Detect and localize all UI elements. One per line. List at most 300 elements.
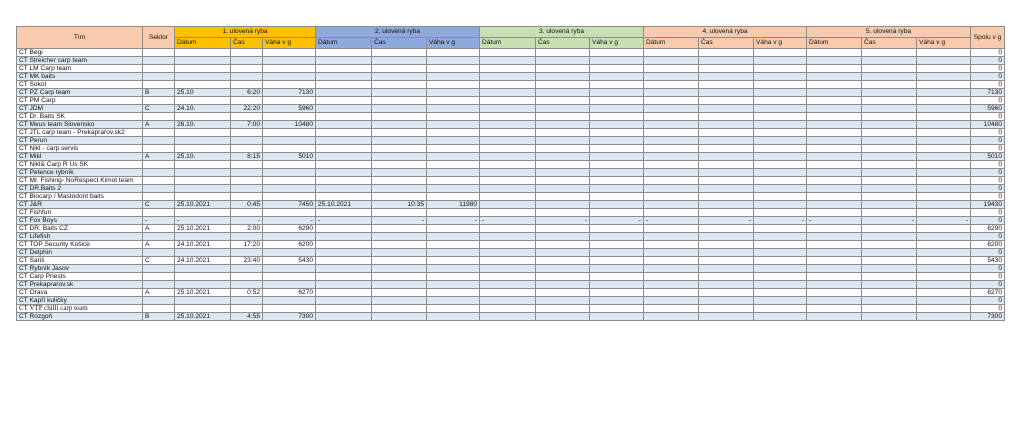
cell-time[interactable] (536, 129, 590, 137)
cell-time[interactable] (699, 281, 754, 289)
cell-weight[interactable] (754, 57, 807, 65)
subheader-date[interactable]: Dátum (175, 38, 231, 49)
cell-date[interactable] (316, 289, 372, 297)
cell-sector[interactable] (143, 73, 175, 81)
cell-weight[interactable] (917, 89, 971, 97)
cell-weight[interactable] (590, 305, 644, 313)
cell-date[interactable] (807, 209, 862, 217)
cell-date[interactable] (480, 121, 536, 129)
cell-date[interactable] (644, 121, 699, 129)
cell-weight[interactable] (590, 153, 644, 161)
cell-total[interactable]: 5430 (971, 257, 1005, 265)
cell-sector[interactable]: B (143, 89, 175, 97)
cell-weight[interactable] (590, 113, 644, 121)
cell-weight[interactable] (590, 89, 644, 97)
cell-date[interactable] (480, 305, 536, 313)
cell-date[interactable] (316, 233, 372, 241)
cell-date[interactable]: 25.10.2021 (175, 225, 231, 233)
cell-weight[interactable] (590, 145, 644, 153)
cell-date[interactable]: 24.10.2021 (175, 257, 231, 265)
cell-time[interactable] (536, 89, 590, 97)
cell-weight[interactable] (263, 249, 316, 257)
cell-date[interactable] (316, 161, 372, 169)
cell-time[interactable] (372, 265, 427, 273)
cell-time[interactable] (536, 273, 590, 281)
cell-date[interactable] (175, 129, 231, 137)
cell-weight[interactable] (754, 273, 807, 281)
cell-date[interactable] (807, 113, 862, 121)
cell-date[interactable]: 25.10. (175, 153, 231, 161)
cell-total[interactable]: 6270 (971, 289, 1005, 297)
cell-weight[interactable] (917, 305, 971, 313)
cell-date[interactable] (480, 313, 536, 321)
cell-date[interactable] (644, 193, 699, 201)
cell-team[interactable]: CT Meus team Slovensko (17, 121, 143, 129)
cell-weight[interactable] (754, 193, 807, 201)
cell-time[interactable] (699, 233, 754, 241)
cell-time[interactable] (699, 105, 754, 113)
cell-total[interactable]: 5960 (971, 105, 1005, 113)
cell-date[interactable] (480, 81, 536, 89)
cell-weight[interactable] (427, 233, 480, 241)
cell-weight[interactable] (427, 161, 480, 169)
cell-weight[interactable] (917, 177, 971, 185)
cell-time[interactable] (372, 153, 427, 161)
cell-date[interactable]: - (644, 217, 699, 225)
header-team[interactable]: Tím (17, 27, 143, 49)
cell-date[interactable] (644, 49, 699, 57)
cell-weight[interactable] (427, 105, 480, 113)
cell-date[interactable] (644, 265, 699, 273)
cell-date[interactable] (175, 249, 231, 257)
cell-weight[interactable] (754, 121, 807, 129)
cell-time[interactable] (536, 257, 590, 265)
cell-date[interactable] (316, 73, 372, 81)
cell-date[interactable] (807, 49, 862, 57)
cell-weight[interactable] (590, 161, 644, 169)
cell-time[interactable] (862, 129, 917, 137)
cell-time[interactable] (699, 241, 754, 249)
cell-date[interactable] (316, 57, 372, 65)
cell-time[interactable] (372, 113, 427, 121)
cell-weight[interactable] (917, 313, 971, 321)
cell-date[interactable] (807, 241, 862, 249)
cell-date[interactable] (316, 145, 372, 153)
subheader-weight[interactable]: Váha v g (263, 38, 316, 49)
cell-total[interactable]: 0 (971, 145, 1005, 153)
cell-weight[interactable] (427, 169, 480, 177)
cell-weight[interactable] (917, 289, 971, 297)
cell-time[interactable] (862, 57, 917, 65)
cell-date[interactable] (807, 73, 862, 81)
cell-time[interactable] (699, 249, 754, 257)
cell-date[interactable] (175, 145, 231, 153)
cell-total[interactable]: 0 (971, 217, 1005, 225)
cell-time[interactable] (536, 209, 590, 217)
cell-total[interactable]: 0 (971, 209, 1005, 217)
cell-date[interactable] (807, 177, 862, 185)
cell-sector[interactable] (143, 49, 175, 57)
cell-date[interactable] (644, 209, 699, 217)
cell-time[interactable] (699, 97, 754, 105)
cell-team[interactable]: CT JTL carp team - Prekaprarov.sk2 (17, 129, 143, 137)
cell-team[interactable]: CT Nikl& Carp R Us SK (17, 161, 143, 169)
cell-time[interactable] (862, 265, 917, 273)
cell-weight[interactable] (427, 249, 480, 257)
cell-team[interactable]: CT Perun (17, 137, 143, 145)
cell-time[interactable] (231, 305, 263, 313)
cell-time[interactable] (536, 49, 590, 57)
cell-date[interactable] (175, 65, 231, 73)
cell-weight[interactable] (917, 185, 971, 193)
cell-date[interactable] (480, 145, 536, 153)
cell-weight[interactable] (754, 257, 807, 265)
cell-time[interactable] (699, 209, 754, 217)
cell-weight[interactable] (263, 193, 316, 201)
cell-time[interactable] (536, 73, 590, 81)
cell-sector[interactable] (143, 137, 175, 145)
cell-weight[interactable] (754, 49, 807, 57)
cell-date[interactable] (807, 233, 862, 241)
cell-date[interactable] (807, 265, 862, 273)
cell-date[interactable] (644, 305, 699, 313)
cell-weight[interactable] (590, 241, 644, 249)
subheader-date[interactable]: Dátum (807, 38, 862, 49)
cell-team[interactable]: CT MK baits (17, 73, 143, 81)
cell-weight[interactable] (754, 73, 807, 81)
cell-sector[interactable]: C (143, 105, 175, 113)
cell-total[interactable]: 0 (971, 249, 1005, 257)
cell-date[interactable] (644, 97, 699, 105)
cell-weight[interactable] (754, 113, 807, 121)
cell-weight[interactable] (754, 81, 807, 89)
cell-date[interactable] (175, 97, 231, 105)
cell-date[interactable] (644, 169, 699, 177)
cell-weight[interactable] (754, 129, 807, 137)
cell-date[interactable] (480, 281, 536, 289)
cell-time[interactable] (699, 225, 754, 233)
cell-date[interactable] (316, 89, 372, 97)
cell-time[interactable] (862, 233, 917, 241)
cell-weight[interactable] (427, 225, 480, 233)
cell-weight[interactable] (754, 233, 807, 241)
cell-weight[interactable] (754, 241, 807, 249)
cell-total[interactable]: 0 (971, 273, 1005, 281)
cell-time[interactable] (536, 225, 590, 233)
cell-weight[interactable] (754, 185, 807, 193)
subheader-date[interactable]: Dátum (316, 38, 372, 49)
cell-date[interactable] (175, 233, 231, 241)
cell-weight[interactable] (754, 169, 807, 177)
cell-team[interactable]: CT TOP Security Košice (17, 241, 143, 249)
cell-date[interactable] (175, 49, 231, 57)
cell-time[interactable] (862, 89, 917, 97)
cell-team[interactable]: CT LM Carp team (17, 65, 143, 73)
cell-sector[interactable]: A (143, 121, 175, 129)
cell-time[interactable] (536, 65, 590, 73)
cell-date[interactable] (644, 145, 699, 153)
cell-time[interactable] (372, 57, 427, 65)
cell-weight[interactable] (754, 153, 807, 161)
cell-time[interactable] (231, 81, 263, 89)
cell-weight[interactable] (754, 305, 807, 313)
cell-time[interactable] (862, 305, 917, 313)
cell-date[interactable] (807, 289, 862, 297)
cell-time[interactable] (372, 81, 427, 89)
cell-team[interactable]: CT Fox Boys (17, 217, 143, 225)
cell-weight[interactable] (754, 145, 807, 153)
cell-weight[interactable] (590, 129, 644, 137)
cell-weight[interactable] (427, 241, 480, 249)
cell-sector[interactable]: C (143, 257, 175, 265)
cell-date[interactable] (316, 273, 372, 281)
subheader-time[interactable]: Čas (231, 38, 263, 49)
cell-total[interactable]: 0 (971, 129, 1005, 137)
cell-weight[interactable] (427, 81, 480, 89)
cell-weight[interactable] (263, 145, 316, 153)
cell-date[interactable] (807, 273, 862, 281)
cell-time[interactable] (862, 185, 917, 193)
cell-time[interactable] (372, 145, 427, 153)
cell-date[interactable] (316, 129, 372, 137)
cell-time[interactable] (536, 201, 590, 209)
cell-date[interactable] (175, 81, 231, 89)
cell-team[interactable]: CT Lifefish (17, 233, 143, 241)
header-fish-4[interactable]: 4. ulovená ryba (644, 27, 807, 38)
cell-time[interactable] (862, 225, 917, 233)
cell-weight[interactable] (754, 105, 807, 113)
cell-time[interactable] (699, 289, 754, 297)
cell-date[interactable] (644, 113, 699, 121)
cell-time[interactable] (862, 297, 917, 305)
cell-date[interactable] (480, 73, 536, 81)
cell-weight[interactable] (263, 65, 316, 73)
cell-weight[interactable] (263, 281, 316, 289)
cell-date[interactable]: - (175, 217, 231, 225)
cell-date[interactable] (480, 113, 536, 121)
cell-time[interactable] (372, 177, 427, 185)
cell-team[interactable]: CT J&R (17, 201, 143, 209)
cell-weight[interactable] (917, 57, 971, 65)
cell-date[interactable] (316, 225, 372, 233)
cell-weight[interactable]: 7450 (263, 201, 316, 209)
cell-weight[interactable] (754, 201, 807, 209)
cell-weight[interactable] (590, 81, 644, 89)
cell-time[interactable]: 2:00 (231, 225, 263, 233)
cell-weight[interactable] (917, 137, 971, 145)
cell-weight[interactable] (917, 121, 971, 129)
subheader-time[interactable]: Čas (699, 38, 754, 49)
cell-date[interactable] (316, 97, 372, 105)
cell-date[interactable] (316, 81, 372, 89)
cell-date[interactable] (316, 169, 372, 177)
cell-weight[interactable] (754, 97, 807, 105)
cell-weight[interactable] (590, 121, 644, 129)
cell-time[interactable] (536, 297, 590, 305)
cell-date[interactable] (175, 73, 231, 81)
cell-sector[interactable]: B (143, 313, 175, 321)
cell-date[interactable] (807, 305, 862, 313)
cell-team[interactable]: CT Prekaprarov.sk (17, 281, 143, 289)
cell-date[interactable] (175, 57, 231, 65)
cell-time[interactable]: - (231, 217, 263, 225)
cell-team[interactable]: CT Rybník Jasov (17, 265, 143, 273)
subheader-weight[interactable]: Váha v g (427, 38, 480, 49)
cell-total[interactable]: 0 (971, 233, 1005, 241)
cell-team[interactable]: CT Delphin (17, 249, 143, 257)
cell-weight[interactable] (590, 257, 644, 265)
cell-time[interactable] (231, 193, 263, 201)
header-fish-2[interactable]: 2. ulovená ryba (316, 27, 480, 38)
cell-time[interactable] (699, 81, 754, 89)
cell-time[interactable] (231, 273, 263, 281)
cell-weight[interactable]: 5010 (263, 153, 316, 161)
cell-date[interactable]: 26.10. (175, 121, 231, 129)
cell-weight[interactable] (263, 305, 316, 313)
cell-weight[interactable] (917, 281, 971, 289)
cell-date[interactable] (644, 249, 699, 257)
cell-weight[interactable] (917, 297, 971, 305)
cell-weight[interactable]: 7130 (263, 89, 316, 97)
cell-time[interactable] (862, 49, 917, 57)
cell-date[interactable] (644, 177, 699, 185)
cell-date[interactable] (807, 65, 862, 73)
cell-weight[interactable] (754, 297, 807, 305)
cell-sector[interactable] (143, 209, 175, 217)
subheader-date[interactable]: Dátum (480, 38, 536, 49)
cell-total[interactable]: 0 (971, 81, 1005, 89)
cell-date[interactable] (807, 129, 862, 137)
cell-time[interactable] (372, 89, 427, 97)
cell-weight[interactable]: - (427, 217, 480, 225)
cell-date[interactable] (644, 73, 699, 81)
cell-time[interactable] (372, 169, 427, 177)
cell-date[interactable] (807, 201, 862, 209)
cell-time[interactable]: - (862, 217, 917, 225)
cell-date[interactable] (807, 81, 862, 89)
cell-time[interactable] (372, 129, 427, 137)
cell-time[interactable] (231, 73, 263, 81)
cell-time[interactable] (699, 265, 754, 273)
cell-time[interactable] (536, 105, 590, 113)
cell-team[interactable]: CT Rozgoň (17, 313, 143, 321)
cell-date[interactable] (807, 97, 862, 105)
cell-sector[interactable] (143, 233, 175, 241)
cell-date[interactable] (316, 257, 372, 265)
cell-weight[interactable]: - (590, 217, 644, 225)
cell-time[interactable] (862, 81, 917, 89)
cell-weight[interactable] (590, 65, 644, 73)
cell-time[interactable] (862, 209, 917, 217)
cell-weight[interactable] (590, 225, 644, 233)
cell-date[interactable] (480, 169, 536, 177)
subheader-time[interactable]: Čas (372, 38, 427, 49)
cell-date[interactable] (807, 193, 862, 201)
cell-date[interactable] (644, 185, 699, 193)
cell-time[interactable] (536, 145, 590, 153)
cell-weight[interactable] (427, 113, 480, 121)
cell-date[interactable] (480, 105, 536, 113)
cell-weight[interactable] (917, 201, 971, 209)
cell-time[interactable] (372, 289, 427, 297)
subheader-weight[interactable]: Váha v g (754, 38, 807, 49)
cell-time[interactable] (699, 113, 754, 121)
cell-total[interactable]: 0 (971, 97, 1005, 105)
cell-time[interactable] (372, 225, 427, 233)
cell-date[interactable] (644, 233, 699, 241)
cell-team[interactable]: CT PM Carp (17, 97, 143, 105)
cell-weight[interactable]: 6200 (263, 241, 316, 249)
cell-date[interactable]: - (316, 217, 372, 225)
cell-time[interactable] (699, 129, 754, 137)
cell-date[interactable] (316, 113, 372, 121)
cell-date[interactable] (807, 297, 862, 305)
cell-weight[interactable] (590, 97, 644, 105)
cell-time[interactable] (231, 65, 263, 73)
cell-time[interactable] (536, 121, 590, 129)
cell-total[interactable]: 0 (971, 65, 1005, 73)
cell-date[interactable] (807, 281, 862, 289)
cell-weight[interactable] (754, 289, 807, 297)
cell-total[interactable]: 6290 (971, 225, 1005, 233)
cell-date[interactable] (175, 273, 231, 281)
cell-date[interactable] (480, 97, 536, 105)
cell-time[interactable] (699, 161, 754, 169)
cell-date[interactable] (644, 297, 699, 305)
cell-sector[interactable] (143, 161, 175, 169)
cell-weight[interactable] (427, 145, 480, 153)
cell-weight[interactable] (754, 137, 807, 145)
cell-weight[interactable] (917, 161, 971, 169)
cell-weight[interactable] (263, 169, 316, 177)
cell-time[interactable] (862, 73, 917, 81)
cell-weight[interactable] (427, 121, 480, 129)
subheader-weight[interactable]: Váha v g (917, 38, 971, 49)
cell-total[interactable]: 0 (971, 305, 1005, 313)
cell-time[interactable] (536, 169, 590, 177)
cell-time[interactable] (231, 49, 263, 57)
cell-weight[interactable] (427, 313, 480, 321)
cell-time[interactable] (372, 305, 427, 313)
cell-weight[interactable]: 7300 (263, 313, 316, 321)
cell-weight[interactable] (917, 65, 971, 73)
cell-time[interactable] (536, 281, 590, 289)
cell-time[interactable] (372, 97, 427, 105)
cell-time[interactable] (536, 161, 590, 169)
cell-time[interactable] (862, 201, 917, 209)
cell-date[interactable] (316, 105, 372, 113)
cell-sector[interactable]: C (143, 201, 175, 209)
cell-weight[interactable] (590, 297, 644, 305)
cell-date[interactable] (480, 257, 536, 265)
cell-time[interactable] (536, 113, 590, 121)
cell-total[interactable]: 10480 (971, 121, 1005, 129)
cell-weight[interactable] (917, 97, 971, 105)
header-fish-5[interactable]: 5. ulovená ryba (807, 27, 971, 38)
cell-weight[interactable] (590, 273, 644, 281)
cell-date[interactable] (316, 153, 372, 161)
cell-weight[interactable] (590, 185, 644, 193)
cell-time[interactable] (862, 273, 917, 281)
cell-weight[interactable] (263, 297, 316, 305)
cell-weight[interactable] (427, 305, 480, 313)
cell-weight[interactable] (754, 265, 807, 273)
cell-weight[interactable] (427, 137, 480, 145)
cell-weight[interactable] (263, 137, 316, 145)
cell-time[interactable] (372, 233, 427, 241)
cell-date[interactable] (807, 257, 862, 265)
cell-time[interactable] (536, 193, 590, 201)
